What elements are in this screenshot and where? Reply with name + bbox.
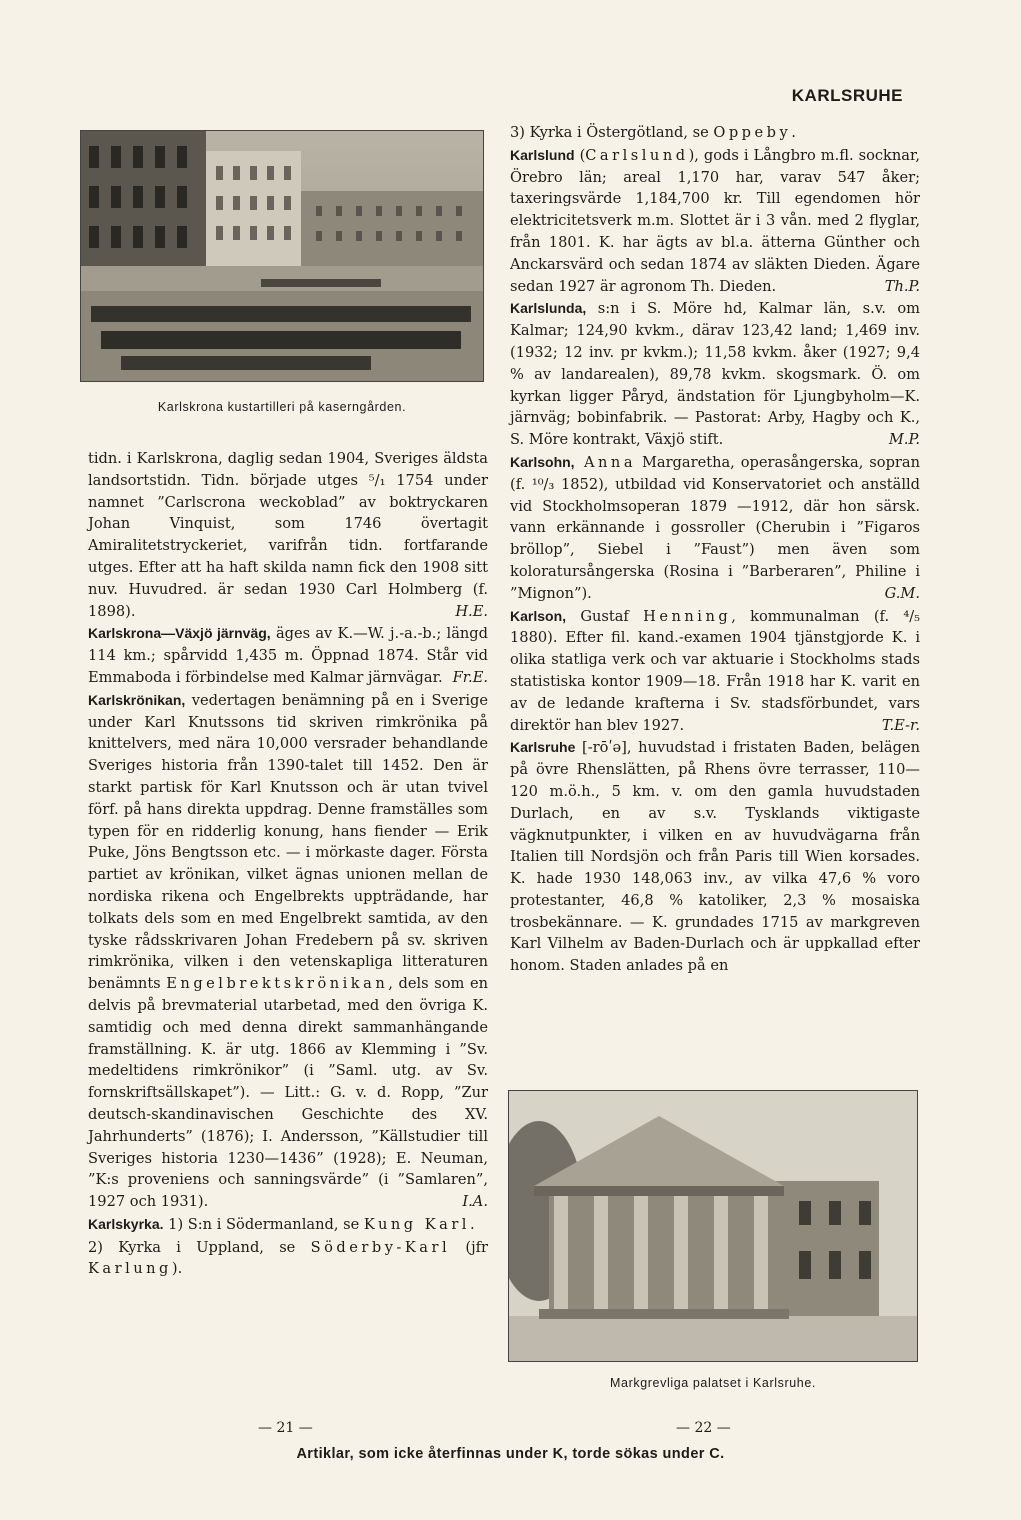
headword: Karlskrönikan, [88, 691, 186, 708]
barracks-photo [80, 130, 484, 382]
author-signature: I.A. [462, 1193, 488, 1211]
author-signature: Fr.E. [452, 668, 488, 686]
author-signature: G.M. [884, 584, 920, 602]
palace-photo [508, 1090, 918, 1362]
headword: Karlskrona—Växjö järnväg, [88, 625, 271, 642]
article-karlslunda: Karlslunda, s:n i S. Möre hd, Kalmar län, s.v. om Kalmar; 124,90 kvkm., därav 123,42 land; 1,469 inv. (1932; 12 inv. pr kvkm.); 11,58 kvkm. åker (1927; 9,4 % av landarealen), 89,78 kvkm. skogsmark. Ö. om kyrkan ligger Påryd, ändstation för Ljungbyholm—K. järnväg; bobinfabrik. — Pastorat: Arby, Hagby och K., S. Möre kontrakt, Växjö stift. M.P. [510, 298, 920, 451]
running-head: KARLSRUHE [791, 86, 903, 105]
article-karlson: Karlson, Gustaf Henning, kommunalman (f. ⁴/₅ 1880). Efter fil. kand.-examen 1904 tjänstgjorde K. i olika statliga verk och var aktuarie i Stockholms stads statistiska kontor 1909—18. Från 1918 har K. varit en av de ledande krafterna i Sv. stadsförbundet, vars direktör han blev 1927. T.E-r. [510, 606, 920, 737]
page-number-left: — 21 — [258, 1420, 313, 1436]
right-column [510, 122, 920, 978]
article-karlslund: Karlslund (Carlslund), gods i Långbro m.fl. socknar, Örebro län; areal 1,170 har, varav 547 åker; taxeringsvärde 1,184,700 kr. Till egendomen hör elektricitetsverk m.m. Slottet är i 3 vån. med 2 flyglar, från 1801. K. har ägts av bl.a. ätterna Günther och Anckarsvärd och sedan 1874 av släkten Dieden. Ägare sedan 1927 är agronom Th. Dieden. Th.P. [510, 145, 920, 298]
figure-palace [508, 1090, 918, 1390]
headword: Karlsohn, [510, 453, 575, 470]
article-karlskyrka-2: 2) Kyrka i Uppland, se Söderby-Karl (jfr Karlung). [88, 1238, 488, 1278]
barracks-drawing [81, 131, 483, 381]
figure-barracks [80, 130, 484, 414]
headword: Karlslunda, [510, 300, 587, 317]
article-karlsruhe: Karlsruhe [-rōʹə], huvudstad i fristaten Baden, belägen på övre Rhenslätten, på Rhens övre terrasser, 110—120 m.ö.h., 5 km. v. om den gamla huvudstaden Durlach, en av s.v. Tysklands viktigaste vägknutpunkter, i vilken en av huvudvägarna från Italien till Nordsjön och från Paris till Wien korsades. K. hade 1930 148,063 inv., av vilka 47,6 % voro protestanter, 46,8 % katoliker, 2,3 % mosaiska trosbekännare. — K. grundades 1715 av markgreven Karl Vilhelm av Baden-Durlach och är uppkallad efter honom. Staden anlades på en [510, 739, 920, 975]
headword: Karlskyrka. [88, 1215, 164, 1232]
author-signature: Th.P. [884, 277, 920, 295]
article-karlskyrka-3: 3) Kyrka i Östergötland, se Oppeby. [510, 124, 796, 141]
figure-caption: Markgrevliga palatset i Karlsruhe. [610, 1376, 816, 1390]
article-karlskronikan: Karlskrönikan, vedertagen benämning på en i Sverige under Karl Knutssons tid skriven rimkrönika på knittelvers, med nära 10,000 versrader behandlande Sveriges historia från 1390-talet till 1452. Den är starkt partisk för Karl Knutsson och är utan tvivel förf. på hans direkta uppdrag. Denne framställes som typen för en ridderlig konung, hans fiender — Erik Puke, Jöns Bengtsson etc. — i mörkaste dager. Första partiet av krönikan, vilket ägnas unionen mellan de nordiska rikena och Engelbrekts uppträdande, har tolkats dels som en med Engelbrekt samtida, av den tyske rådsskrivaren Johan Fredebern på sv. skriven rimkrönika, vilken i den vetenskapliga litteraturen benämnts Engelbrektskrönikan, dels som en delvis på brevmaterial utarbetad, med den övriga K. samtidig och med denna direkt sammanhängande framställning. K. är utg. 1866 av Klemming i ”Sv. medeltidens rimkrönikor” (i ”Saml. utg. av Sv. fornskriftsällskapet”). — Litt.: G. v. d. Ropp, ”Zur deutsch-skandinavischen Geschichte des XV. Jahrhunderts” (1876); I. Andersson, ”Källstudier till Sveriges historia 1230—1436” (1928); E. Neuman, ”K:s proveniens och sanningsvärde” (i ”Samlaren”, 1927 och 1931). I.A. [88, 690, 488, 1213]
author-signature: M.P. [888, 431, 920, 449]
headword: Karlson, [510, 607, 567, 624]
author-signature: T.E-r. [881, 716, 920, 734]
author-signature: H.E. [455, 602, 488, 620]
headword: Karlsruhe [510, 739, 576, 756]
page-number-right: — 22 — [676, 1420, 731, 1436]
figure-caption: Karlskrona kustartilleri på kaserngården. [157, 400, 407, 414]
headword: Karlslund [510, 146, 575, 163]
palace-drawing [509, 1091, 917, 1361]
left-column [88, 448, 488, 1281]
article-paragraph: tidn. i Karlskrona, daglig sedan 1904, Sveriges äldsta landsortstidn. Tidn. började utges ⁵/₁ 1754 under namnet ”Carlscrona weckoblad” av boktryckaren Johan Vinquist, som 1746 övertagit Amiralitetstryckeriet, varifrån tidn. fortfarande utges. Efter att ha haft skilda namn fick den 1908 sitt nuv. Huvudred. är sedan 1930 Carl Holmberg (f. 1898). H.E. [88, 448, 488, 622]
article-karlskyrka: Karlskyrka. 1) S:n i Södermanland, se Kung Karl. [88, 1215, 475, 1233]
footnote: Artiklar, som icke återfinnas under K, torde sökas under C. [296, 1446, 725, 1462]
article-karlskrona-vaxjo: Karlskrona—Växjö järnväg, äges av K.—W. j.-a.-b.; längd 114 km.; spårvidd 1,435 m. Öppnad 1874. Står vid Emmaboda i förbindelse med Kalmar järnvägar. Fr.E. [88, 623, 488, 688]
article-karlsohn: Karlsohn, Anna Margaretha, operasångerska, sopran (f. ¹⁰/₃ 1852), utbildad vid Konservatoriet och anställd vid Stockholmsoperan 1879 —1912, där hon särsk. vann erkännande i gossroller (Cherubin i ”Figaros bröllop”, Siebel i ”Faust”) men även som koloratursångerska (Rosina i ”Barberaren”, Philine i ”Mignon”). G.M. [510, 452, 920, 605]
